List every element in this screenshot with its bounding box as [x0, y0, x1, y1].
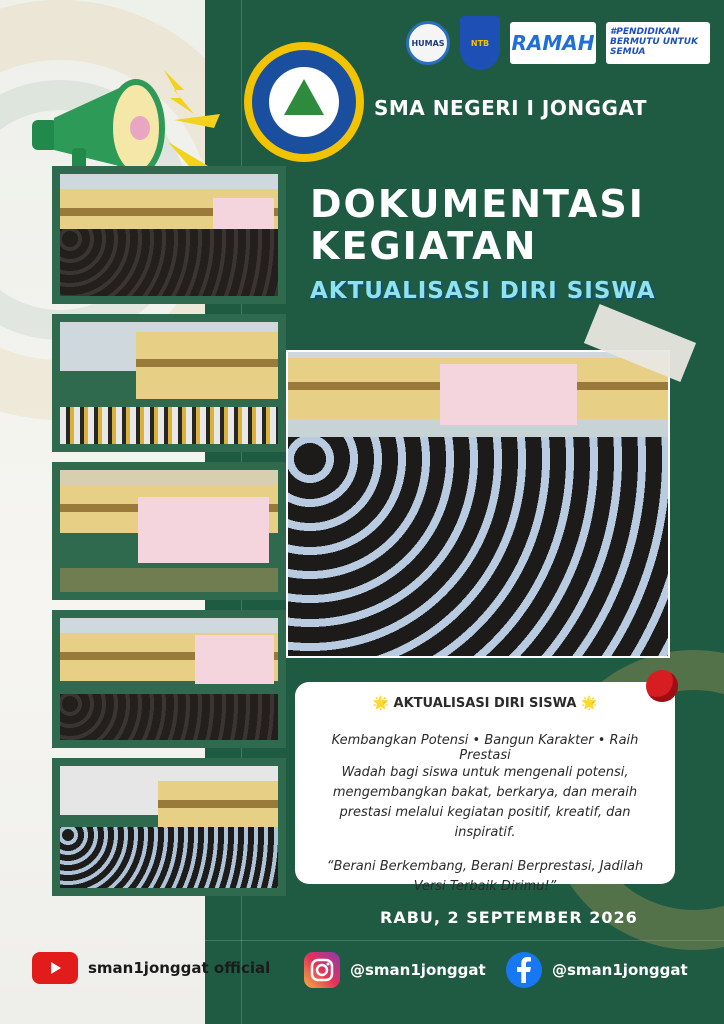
humas-logo: HUMAS	[406, 21, 450, 65]
instagram-icon	[304, 952, 340, 988]
card-description: Wadah bagi siswa untuk mengenali potensi, mengembangkan bakat, berkarya, dan meraih prestasi melalui kegiatan positif, kreatif, dan inspiratif.	[332, 765, 638, 840]
pushpin-icon	[646, 670, 678, 702]
photo-frame-5	[52, 758, 286, 896]
youtube-handle: sman1jonggat official	[88, 959, 271, 977]
school-logo	[244, 42, 364, 162]
activity-photo	[60, 618, 278, 740]
activity-photo	[60, 174, 278, 296]
instagram-link[interactable]	[304, 952, 486, 988]
title-line-2: KEGIATAN	[310, 224, 538, 268]
youtube-icon	[32, 952, 78, 984]
info-card	[295, 682, 675, 894]
event-date: RABU, 2 SEPTEMBER 2026	[380, 908, 638, 927]
photo-frame-4	[52, 610, 286, 748]
instagram-handle: @sman1jonggat	[350, 961, 486, 979]
activity-photo	[60, 470, 278, 592]
facebook-handle: @sman1jonggat	[552, 961, 688, 979]
photo-frame-3	[52, 462, 286, 600]
youtube-link[interactable]	[32, 952, 270, 984]
card-title: 🌟 AKTUALISASI DIRI SISWA 🌟	[372, 696, 598, 711]
partner-logos	[406, 16, 710, 70]
school-name: SMA NEGERI I JONGGAT	[374, 96, 648, 120]
card-quote: “Berani Berkembang, Berani Berprestasi, Jadilah Versi Terbaik Dirimu!”	[326, 859, 644, 894]
title-line-1: DOKUMENTASI	[310, 182, 645, 226]
pendidikan-bermutu-logo: #PENDIDIKAN BERMUTU UNTUK SEMUA	[606, 22, 710, 64]
main-photo	[286, 350, 670, 658]
activity-photo	[288, 352, 668, 656]
activity-photo	[60, 322, 278, 444]
facebook-link[interactable]	[506, 952, 688, 988]
subtitle: AKTUALISASI DIRI SISWA	[310, 278, 656, 304]
facebook-icon	[506, 952, 542, 988]
ramah-logo: RAMAH	[510, 22, 596, 64]
card-tagline: Kembangkan Potensi • Bangun Karakter • Raih Prestasi	[331, 733, 639, 763]
photo-frame-1	[52, 166, 286, 304]
photo-frame-2	[52, 314, 286, 452]
regency-shield-logo: NTB	[460, 16, 500, 70]
activity-photo	[60, 766, 278, 888]
